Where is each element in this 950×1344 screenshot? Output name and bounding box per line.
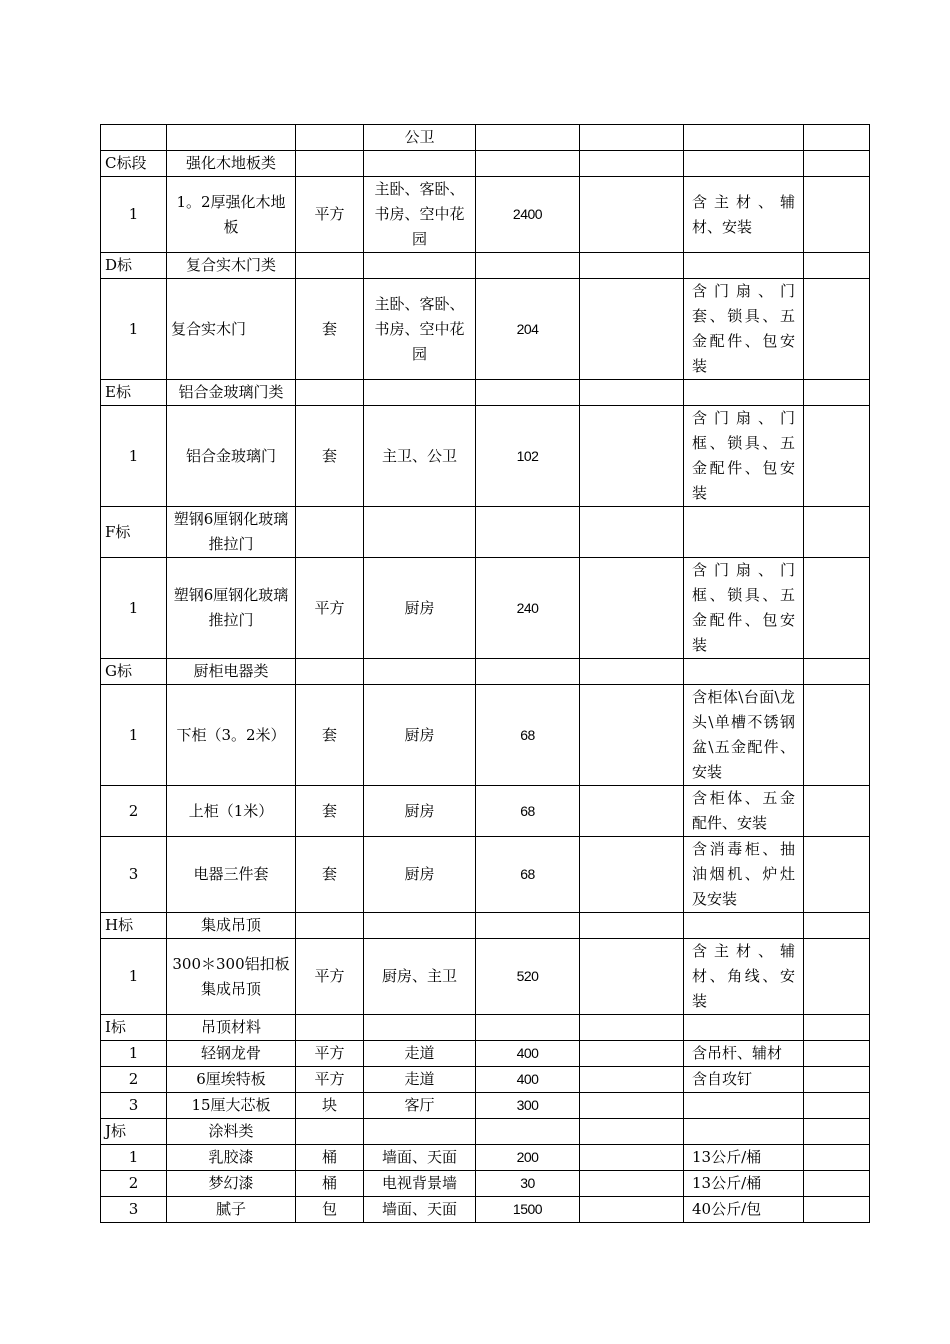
cell-name: 电器三件套 [167, 837, 296, 913]
section-title: 吊顶材料 [167, 1015, 296, 1041]
table-row [101, 406, 870, 507]
section-row [101, 1015, 870, 1041]
cell-no: 3 [101, 837, 167, 913]
cell-price [580, 1041, 684, 1067]
cell-qty: 2400 [476, 177, 580, 253]
cell-extra [804, 837, 870, 913]
table-row [101, 125, 870, 151]
cell-no: 1 [101, 685, 167, 786]
cell-unit: 桶 [296, 1145, 364, 1171]
cell-extra [804, 1093, 870, 1119]
cell-unit: 套 [296, 786, 364, 837]
table-row [101, 1041, 870, 1067]
cell-price [580, 177, 684, 253]
cell-extra [804, 786, 870, 837]
cell-name: 铝合金玻璃门 [167, 406, 296, 507]
cell-qty [476, 125, 580, 151]
cell-location: 主卫、公卫 [364, 406, 476, 507]
cell-qty: 30 [476, 1171, 580, 1197]
cell-price [580, 685, 684, 786]
cell-name: 6厘埃特板 [167, 1067, 296, 1093]
cell-extra [804, 177, 870, 253]
cell-name: 300＊300铝扣板集成吊顶 [167, 939, 296, 1015]
section-title: 复合实木门类 [167, 253, 296, 279]
cell-unit: 平方 [296, 177, 364, 253]
cell-qty: 1500 [476, 1197, 580, 1223]
section-code: G标 [101, 659, 167, 685]
section-row [101, 380, 870, 406]
cell-unit [296, 125, 364, 151]
table-row [101, 177, 870, 253]
cell-location: 厨房 [364, 786, 476, 837]
cell-note: 含门扇、门套、锁具、五金配件、包安装 [684, 279, 804, 380]
section-row [101, 913, 870, 939]
section-code: F标 [101, 507, 167, 558]
cell-extra [804, 1145, 870, 1171]
cell-price [580, 786, 684, 837]
section-row [101, 1119, 870, 1145]
cell-name [167, 125, 296, 151]
cell-extra [804, 1067, 870, 1093]
cell-unit: 块 [296, 1093, 364, 1119]
table-row [101, 558, 870, 659]
section-code: H标 [101, 913, 167, 939]
cell-qty: 204 [476, 279, 580, 380]
cell-price [580, 279, 684, 380]
cell-extra [804, 406, 870, 507]
cell-extra [804, 1171, 870, 1197]
cell-location: 走道 [364, 1067, 476, 1093]
cell-location: 客厅 [364, 1093, 476, 1119]
cell-no: 3 [101, 1093, 167, 1119]
cell-qty: 400 [476, 1067, 580, 1093]
cell-price [580, 1197, 684, 1223]
cell-name: 上柜（1米） [167, 786, 296, 837]
cell-no [101, 125, 167, 151]
cell-qty: 102 [476, 406, 580, 507]
cell-qty: 68 [476, 837, 580, 913]
section-title: 强化木地板类 [167, 151, 296, 177]
cell-note: 含门扇、门框、锁具、五金配件、包安装 [684, 406, 804, 507]
cell-note: 13公斤/桶 [684, 1145, 804, 1171]
cell-no: 1 [101, 939, 167, 1015]
cell-note: 含门扇、门框、锁具、五金配件、包安装 [684, 558, 804, 659]
cell-name: 梦幻漆 [167, 1171, 296, 1197]
cell-name: 腻子 [167, 1197, 296, 1223]
table-row [101, 1197, 870, 1223]
section-title: 铝合金玻璃门类 [167, 380, 296, 406]
cell-price [580, 1171, 684, 1197]
cell-location: 走道 [364, 1041, 476, 1067]
cell-price [580, 558, 684, 659]
cell-no: 1 [101, 1145, 167, 1171]
cell-price [580, 1067, 684, 1093]
cell-price [580, 939, 684, 1015]
section-code: D标 [101, 253, 167, 279]
cell-unit: 套 [296, 837, 364, 913]
section-code: J标 [101, 1119, 167, 1145]
cell-name: 轻钢龙骨 [167, 1041, 296, 1067]
table-row [101, 1145, 870, 1171]
cell-unit: 包 [296, 1197, 364, 1223]
section-code: E标 [101, 380, 167, 406]
cell-note: 13公斤/桶 [684, 1171, 804, 1197]
cell-note: 含主材、辅材、安装 [684, 177, 804, 253]
cell-note: 含消毒柜、抽油烟机、炉灶及安装 [684, 837, 804, 913]
cell-name: 乳胶漆 [167, 1145, 296, 1171]
cell-no: 1 [101, 177, 167, 253]
cell-extra [804, 125, 870, 151]
cell-no: 2 [101, 1067, 167, 1093]
table-row [101, 786, 870, 837]
cell-location: 电视背景墙 [364, 1171, 476, 1197]
cell-location: 主卧、客卧、书房、空中花园 [364, 177, 476, 253]
cell-no: 1 [101, 406, 167, 507]
cell-extra [804, 939, 870, 1015]
cell-price [580, 837, 684, 913]
cell-unit: 桶 [296, 1171, 364, 1197]
cell-extra [804, 1041, 870, 1067]
section-title: 厨柜电器类 [167, 659, 296, 685]
cell-no: 1 [101, 1041, 167, 1067]
cell-location: 墙面、天面 [364, 1197, 476, 1223]
cell-qty: 400 [476, 1041, 580, 1067]
table-row [101, 279, 870, 380]
cell-no: 2 [101, 786, 167, 837]
cell-qty: 240 [476, 558, 580, 659]
cell-note: 含主材、辅材、角线、安装 [684, 939, 804, 1015]
cell-price [580, 125, 684, 151]
cell-unit: 平方 [296, 1041, 364, 1067]
cell-location: 墙面、天面 [364, 1145, 476, 1171]
materials-table [100, 124, 870, 1223]
section-row [101, 659, 870, 685]
cell-unit: 套 [296, 406, 364, 507]
cell-qty: 200 [476, 1145, 580, 1171]
section-code: C标段 [101, 151, 167, 177]
cell-note: 40公斤/包 [684, 1197, 804, 1223]
section-code: I标 [101, 1015, 167, 1041]
table-row [101, 1093, 870, 1119]
cell-no: 1 [101, 279, 167, 380]
cell-qty: 300 [476, 1093, 580, 1119]
cell-location: 厨房、主卫 [364, 939, 476, 1015]
cell-qty: 520 [476, 939, 580, 1015]
cell-price [580, 1093, 684, 1119]
cell-unit: 平方 [296, 1067, 364, 1093]
cell-unit: 套 [296, 279, 364, 380]
section-row [101, 151, 870, 177]
section-row [101, 253, 870, 279]
cell-name: 15厘大芯板 [167, 1093, 296, 1119]
cell-name: 1。2厚强化木地板 [167, 177, 296, 253]
table-row [101, 685, 870, 786]
cell-unit: 平方 [296, 939, 364, 1015]
cell-unit: 套 [296, 685, 364, 786]
cell-note: 含柜体、五金配件、安装 [684, 786, 804, 837]
cell-location: 厨房 [364, 837, 476, 913]
cell-qty: 68 [476, 685, 580, 786]
cell-note: 含吊杆、辅材 [684, 1041, 804, 1067]
cell-note: 含自攻钉 [684, 1067, 804, 1093]
cell-extra [804, 279, 870, 380]
cell-location: 厨房 [364, 558, 476, 659]
section-title: 集成吊顶 [167, 913, 296, 939]
section-title: 涂料类 [167, 1119, 296, 1145]
cell-price [580, 406, 684, 507]
table-row [101, 1171, 870, 1197]
section-title: 塑钢6厘钢化玻璃推拉门 [167, 507, 296, 558]
cell-unit: 平方 [296, 558, 364, 659]
cell-extra [804, 558, 870, 659]
materials-table-body [101, 125, 870, 1223]
section-row [101, 507, 870, 558]
cell-name: 下柜（3。2米） [167, 685, 296, 786]
cell-extra [804, 685, 870, 786]
table-row [101, 837, 870, 913]
cell-note [684, 125, 804, 151]
table-row [101, 1067, 870, 1093]
cell-name: 复合实木门 [167, 279, 296, 380]
cell-location: 公卫 [364, 125, 476, 151]
cell-no: 3 [101, 1197, 167, 1223]
cell-note: 含柜体\台面\龙头\单槽不锈钢盆\五金配件、安装 [684, 685, 804, 786]
cell-qty: 68 [476, 786, 580, 837]
cell-extra [804, 1197, 870, 1223]
cell-note [684, 1093, 804, 1119]
cell-no: 2 [101, 1171, 167, 1197]
cell-name: 塑钢6厘钢化玻璃推拉门 [167, 558, 296, 659]
cell-location: 厨房 [364, 685, 476, 786]
cell-location: 主卧、客卧、书房、空中花园 [364, 279, 476, 380]
cell-no: 1 [101, 558, 167, 659]
cell-price [580, 1145, 684, 1171]
table-row [101, 939, 870, 1015]
